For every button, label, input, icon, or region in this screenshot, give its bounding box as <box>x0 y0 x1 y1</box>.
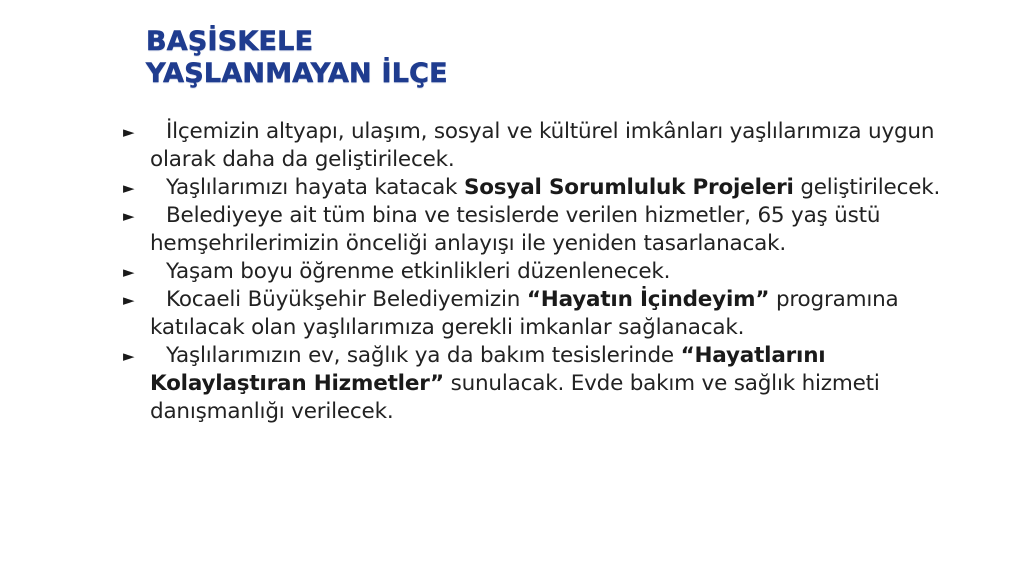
bullet-text-tail: programına katılacak olan yaşlılarımıza gerekli imkanlar sağlanacak. <box>150 287 899 340</box>
triangle-right-icon: ► <box>123 291 135 309</box>
bullet-item-2 <box>120 174 960 202</box>
bullet-text: İlçemizin altyapı, ulaşım, sosyal ve kültürel imkânları yaşlılarımıza uygun olarak daha da geliştirilecek. <box>150 119 935 172</box>
bullet-bold-text: “Hayatlarını Kolaylaştıran Hizmetler” <box>150 343 826 396</box>
triangle-right-icon: ► <box>123 179 135 197</box>
bullet-text: Belediyeye ait tüm bina ve tesislerde verilen hizmetler, 65 yaş üstü hemşehrilerimizin önceliği anlayışı ile yeniden tasarlanacak. <box>150 203 881 256</box>
bullet-item-1 <box>120 118 960 174</box>
bullet-bold-text: Sosyal Sorumluluk Projeleri <box>463 175 794 200</box>
bullet-item-6 <box>120 342 960 426</box>
bullet-text: Yaşam boyu öğrenme etkinlikleri düzenlenecek. <box>166 259 671 284</box>
bullet-item-5 <box>120 286 960 342</box>
bullet-list <box>120 118 960 426</box>
bullet-text: Kocaeli Büyükşehir Belediyemizin <box>166 287 527 312</box>
bullet-text-tail: sunulacak. Evde bakım ve sağlık hizmeti danışmanlığı verilecek. <box>150 371 880 424</box>
bullet-text-tail: geliştirilecek. <box>793 175 941 200</box>
bullet-item-3 <box>120 202 960 258</box>
triangle-right-icon: ► <box>123 123 135 141</box>
bullet-item-4 <box>120 258 960 286</box>
title-line-1: BAŞİSKELE <box>146 26 314 57</box>
triangle-right-icon: ► <box>123 263 135 281</box>
bullet-text: Yaşlılarımızı hayata katacak <box>166 175 464 200</box>
bullet-bold-text: “Hayatın İçindeyim” <box>526 287 770 312</box>
slide-title <box>146 26 448 90</box>
bullet-text: Yaşlılarımızın ev, sağlık ya da bakım tesislerinde <box>166 343 681 368</box>
triangle-right-icon: ► <box>123 347 135 365</box>
triangle-right-icon: ► <box>123 207 135 225</box>
title-line-2: YAŞLANMAYAN İLÇE <box>146 58 448 89</box>
